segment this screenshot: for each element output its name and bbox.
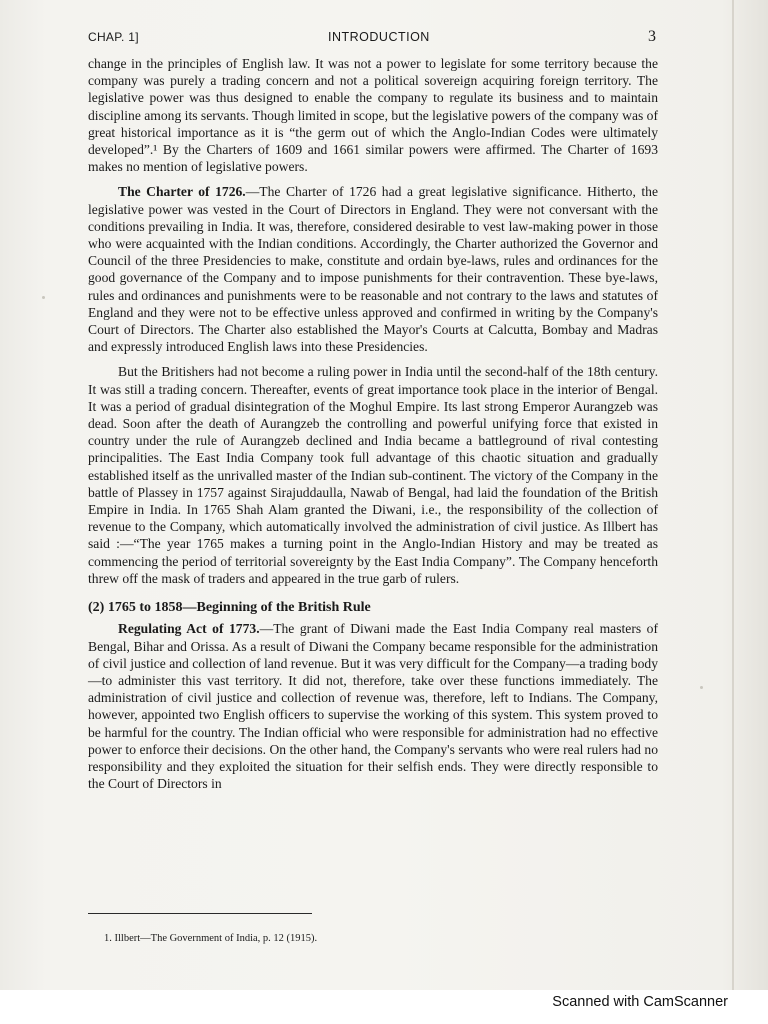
paragraph-text: —The Charter of 1726 had a great legislative significance. Hitherto, the legislative power was vested in the Court of Directors in England. They were not conversant with the conditions prevailing in India. It was, therefore, considered desirable to vest law-making power in those who were acquainted with the Indian conditions. Accordingly, the Charter authorized the Governor and Council of the three Presidencies to make, constitute and ordain bye-laws, rules and ordinances for the good governance of the Company and to impose punishments for their contravention. These bye-laws, rules and ordinances and punishments were to be reasonable and not contrary to the laws and statutes of England and they were not to be effective unless approved and confirmed in writing by the Company's Court of Directors. The Charter also established the Mayor's Courts at Calcutta, Bombay and Madras and expressly introduced English laws into these Presidencies.: [88, 184, 659, 355]
run-in-heading: The Charter of 1726.: [118, 184, 246, 200]
running-title: INTRODUCTION: [328, 30, 430, 44]
scanner-watermark: Scanned with CamScanner: [552, 994, 728, 1010]
scan-speck: [700, 686, 703, 689]
footnote: 1. Illbert—The Government of India, p. 12 (1915).: [104, 933, 318, 944]
paragraph-text: —The grant of Diwani made the East India Company real masters of Bengal, Bihar and Orissa. As a result of Diwani the Company became responsible for the administration of civil justice and collection of land revenue. But it was very difficult for the Company—a trading body—to administer this vast territory. It did not, therefore, take over these functions immediately. The administration of civil justice and collection of revenue was, therefore, left to Indians. The Company, however, appointed two English officers to supervise the working of this system. This system proved to be harmful for the country. The Indian official who were responsible for administration had no effective power to enforce their decisions. On the other hand, the Company's servants who were real rulers had no responsibility and they exploited the situation for their selfish ends. They were directly responsible to the Court of Directors in: [88, 621, 658, 792]
running-head: [88, 30, 656, 50]
paragraph-charter-1726: [88, 183, 658, 355]
scan-speck: [42, 296, 45, 299]
section-heading: (2) 1765 to 1858—Beginning of the British Rule: [88, 600, 371, 616]
chapter-label: CHAP. 1]: [88, 30, 139, 44]
footnote-rule: [88, 913, 312, 914]
paragraph-1: change in the principles of English law. It was not a power to legislate for some territory because the company was purely a trading concern and not a political sovereign acquiring foreign territory. The legislative power was thus designed to enable the company to regulate its business and to maintain discipline among its servants. Though limited in scope, but the legislative powers of the company was of great historical importance as it is “the germ out of which the Anglo-Indian Codes were ultimately developed”.¹ By the Charters of 1609 and 1661 similar powers were affirmed. The Charter of 1693 makes no mention of legislative powers.: [88, 56, 658, 175]
body-text: [88, 55, 658, 800]
paragraph-3: But the Britishers had not become a ruling power in India until the second-half of the 18th century. It was still a trading concern. Thereafter, events of great importance took place in the interior of Bengal. It was a period of gradual disintegration of the Moghul Empire. Its last strong Emperor Aurangzeb was dead. Soon after the death of Aurangzeb the controlling and powerful unifying force that existed in country under the rule of Aurangzeb declined and India became a battleground of rival contesting principalities. The East India Company took full advantage of this chaotic situation and gradually established itself as the unrivalled master of the Indian sub-continent. The victory of the Company in the battle of Plassey in 1757 against Sirajuddaulla, Nawab of Bengal, had laid the foundation of the British Empire in India. In 1765 Shah Alam granted the Diwani, i.e., the responsibility of the collection of revenue to the Company, which automatically involved the administration of civil justice. As Illbert has said :—“The year 1765 makes a turning point in the Anglo-Indian History and may be treated as commencing the period of territorial sovereignty by the East India Company”. The Company henceforth threw off the mask of traders and appeared in the true garb of rulers.: [88, 364, 658, 586]
paragraph-regulating-act: [88, 620, 658, 792]
page-number: 3: [648, 28, 656, 45]
run-in-heading: Regulating Act of 1773.: [118, 621, 260, 637]
page-edge-shadow: [732, 0, 734, 990]
